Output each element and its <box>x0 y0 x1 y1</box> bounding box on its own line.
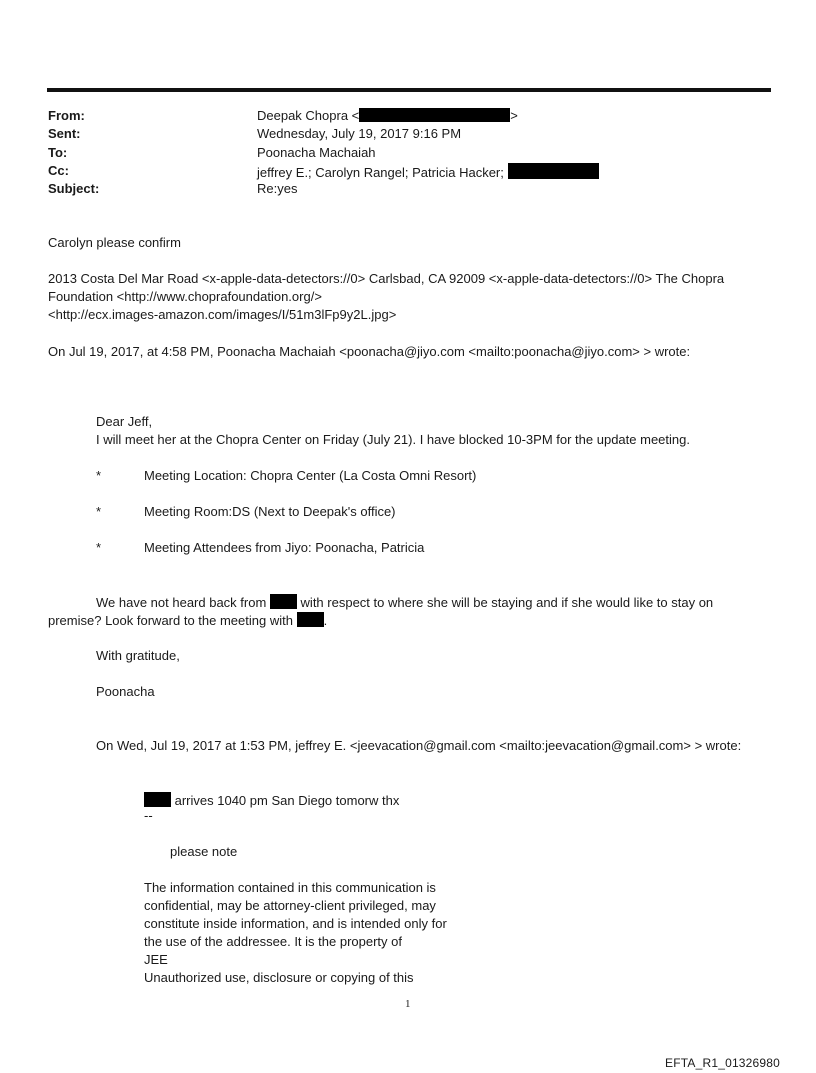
para2-text-a: We have not heard back from <box>96 595 267 610</box>
para2-text-b: with respect to where she will be staying and if she would like to stay on <box>300 595 714 610</box>
disclaimer-line: constitute inside information, and is intended only for <box>144 916 447 931</box>
disclaimer-line: JEE <box>144 952 168 967</box>
from-name: Deepak Chopra < <box>257 108 360 123</box>
to-label: To: <box>48 145 68 160</box>
bullet-star: * <box>96 468 102 483</box>
disclaimer-line: The information contained in this communication is <box>144 880 436 895</box>
document-id: EFTA_R1_01326980 <box>665 1056 781 1070</box>
signature-line-1: 2013 Costa Del Mar Road <x-apple-data-detectors://0> Carlsbad, CA 92009 <x-apple-data-detectors://0> The Chopra <box>48 271 725 286</box>
para2-text-d: . <box>323 613 328 628</box>
subject-value: Re:yes <box>257 181 298 196</box>
paragraph-2-line-1 <box>96 594 713 611</box>
to-value: Poonacha Machaiah <box>257 145 376 160</box>
paragraph-1: I will meet her at the Chopra Center on Friday (July 21). I have blocked 10-3PM for the update meeting. <box>96 432 690 447</box>
paragraph-2-line-2 <box>48 612 327 629</box>
redaction-block <box>359 108 510 122</box>
subject-label: Subject: <box>48 181 100 196</box>
disclaimer-line: confidential, may be attorney-client privileged, may <box>144 898 436 913</box>
para2-text-c: premise? Look forward to the meeting with <box>48 613 293 628</box>
sent-label: Sent: <box>48 126 81 141</box>
from-label: From: <box>48 108 85 123</box>
cc-names: jeffrey E.; Carolyn Rangel; Patricia Hacker; <box>257 165 504 180</box>
signer: Poonacha <box>96 684 155 699</box>
body-line-carolyn: Carolyn please confirm <box>48 235 181 250</box>
closing: With gratitude, <box>96 648 180 663</box>
header-rule <box>47 88 771 92</box>
from-close: > <box>510 108 518 123</box>
quote-intro-1: On Jul 19, 2017, at 4:58 PM, Poonacha Machaiah <poonacha@jiyo.com <mailto:poonacha@jiyo.com> > wrote: <box>48 344 691 359</box>
quote-intro-2: On Wed, Jul 19, 2017 at 1:53 PM, jeffrey E. <jeevacation@gmail.com <mailto:jeevacation@gmail.com> > wrote: <box>96 738 742 753</box>
cc-label: Cc: <box>48 163 69 178</box>
please-note: please note <box>170 844 238 859</box>
bullet-room: Meeting Room:DS (Next to Deepak's office) <box>144 504 396 519</box>
signature-line-2: Foundation <http://www.choprafoundation.org/> <box>48 289 322 304</box>
sent-value: Wednesday, July 19, 2017 9:16 PM <box>257 126 462 141</box>
arrives-text: arrives 1040 pm San Diego tomorw thx <box>174 793 400 808</box>
disclaimer-line: the use of the addressee. It is the property of <box>144 934 402 949</box>
cc-value <box>257 163 599 181</box>
bullet-attendees: Meeting Attendees from Jiyo: Poonacha, Patricia <box>144 540 425 555</box>
bullet-star: * <box>96 540 102 555</box>
from-value <box>257 108 518 124</box>
redaction-block <box>270 594 297 609</box>
redaction-block <box>144 792 171 807</box>
bullet-location: Meeting Location: Chopra Center (La Costa Omni Resort) <box>144 468 477 483</box>
bullet-star: * <box>96 504 102 519</box>
greeting: Dear Jeff, <box>96 414 153 429</box>
page-number: 1 <box>405 998 411 1010</box>
signature-line-3: <http://ecx.images-amazon.com/images/I/51m3lFp9y2L.jpg> <box>48 307 397 322</box>
dashes: -- <box>144 808 153 823</box>
redaction-block <box>297 612 324 627</box>
redaction-block <box>508 163 599 179</box>
disclaimer-line: Unauthorized use, disclosure or copying of this <box>144 970 414 985</box>
arrives-line <box>144 792 399 809</box>
